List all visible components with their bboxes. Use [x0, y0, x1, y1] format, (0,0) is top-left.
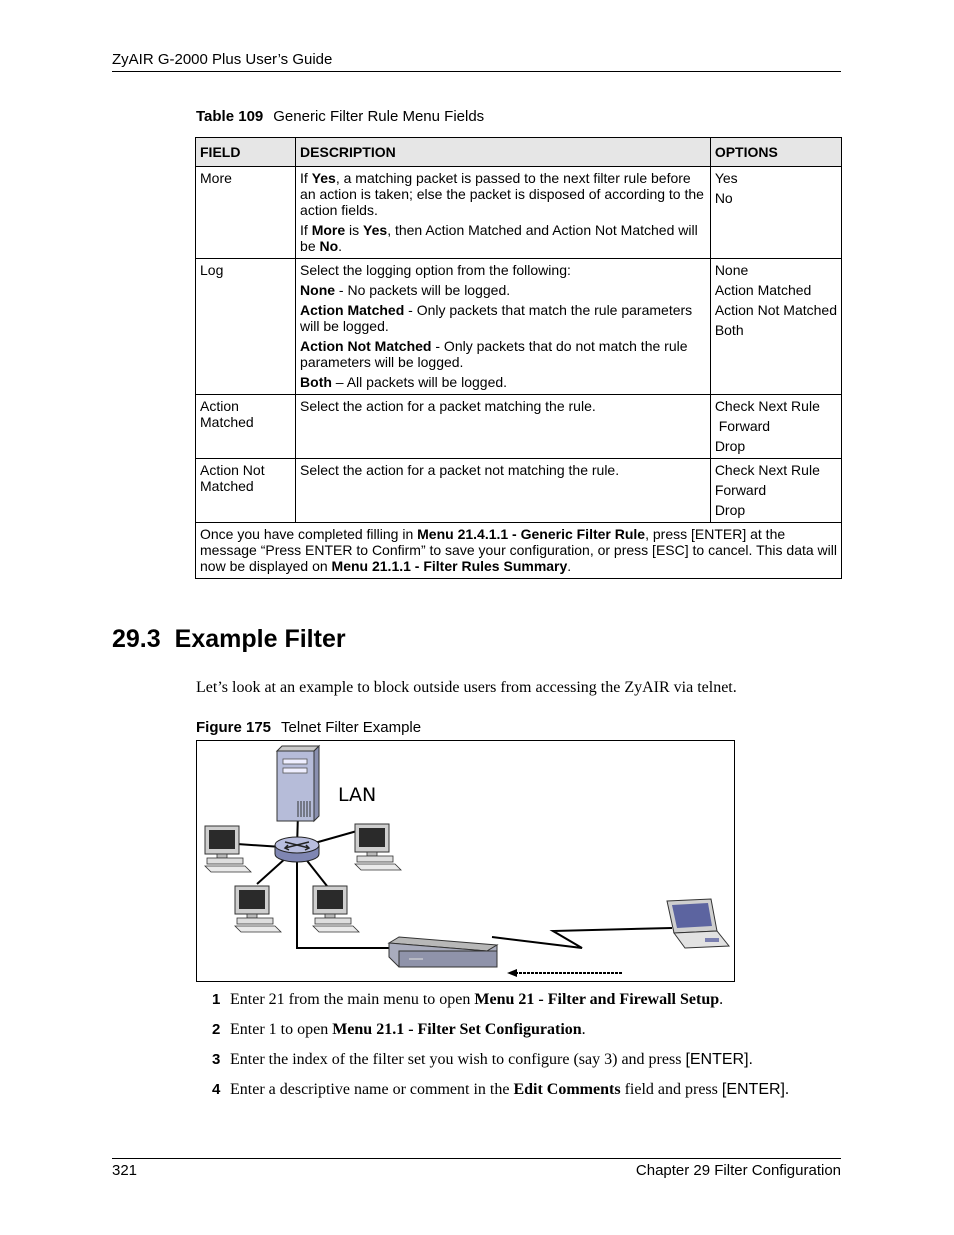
step-number: 2 [212, 1021, 221, 1038]
steps-list [212, 991, 789, 1111]
options-cell [710, 395, 841, 459]
text-run: , a matching packet is passed to the next filter rule before an action is taken; else the packet is disposed of according to the action fields. [300, 170, 704, 218]
figure-caption-text: Telnet Filter Example [281, 719, 422, 736]
text-run: , then Action Matched and Action Not Matched will be [300, 222, 698, 254]
text-run: field and press [620, 1081, 722, 1098]
bold-text: Menu 21.1 - Filter Set Configuration [332, 1021, 582, 1038]
column-header-options: OPTIONS [710, 138, 841, 167]
text-run: [ENTER]. [685, 1051, 753, 1068]
bold-text: Menu 21.4.1.1 - Generic Filter Rule [417, 526, 646, 542]
text-run: If [300, 170, 312, 186]
step-item [212, 1021, 789, 1051]
text-run: . [719, 991, 724, 1008]
table-note [196, 523, 842, 579]
bold-text: Yes [311, 170, 336, 186]
bold-text: Edit Comments [513, 1081, 621, 1098]
description-cell [296, 167, 711, 259]
telnet-filter-figure [196, 740, 735, 982]
option-value: Action Not Matched [714, 302, 837, 318]
text-run: . [567, 558, 572, 574]
step-item [212, 1051, 789, 1081]
page-number: 321 [112, 1162, 138, 1179]
field-cell: Action Not Matched [196, 459, 296, 523]
option-value: Check Next Rule [714, 462, 820, 478]
bold-text: Action Matched [300, 302, 405, 318]
workstation-icon [355, 824, 401, 870]
bold-text: Yes [363, 222, 388, 238]
table-row [196, 395, 842, 459]
server-icon [277, 746, 319, 821]
text-run: If [300, 222, 312, 238]
bold-text: Action Not Matched [300, 338, 432, 354]
bold-text: Both [300, 374, 332, 390]
text-run: Once you have completed filling in [200, 526, 418, 542]
chapter-title: Chapter 29 Filter Configuration [635, 1162, 841, 1179]
option-value: Forward [714, 482, 767, 498]
description-paragraph [300, 398, 706, 414]
laptop-icon [667, 899, 729, 948]
step-item [212, 1081, 789, 1111]
intro-paragraph: Let’s look at an example to block outside users from accessing the ZyAIR via telnet. [196, 679, 737, 696]
option-value: Both [714, 322, 744, 338]
text-run: . [581, 1021, 586, 1038]
table-row [196, 259, 842, 395]
option-value: No [714, 190, 733, 206]
switch-icon [275, 837, 319, 862]
figure-caption-label: Figure 175 [196, 719, 272, 736]
column-header-description: DESCRIPTION [296, 138, 711, 167]
step-number: 3 [212, 1051, 221, 1068]
text-run: is [345, 222, 364, 238]
network-links [237, 813, 672, 948]
description-cell [296, 259, 711, 395]
option-value: Action Matched [714, 282, 812, 298]
incoming-arrow-icon [507, 969, 623, 977]
table-caption-text: Generic Filter Rule Menu Fields [273, 108, 485, 125]
option-value: Check Next Rule [714, 398, 820, 414]
text-run: . [785, 1081, 789, 1098]
text-run: - Only packets that match the rule parameters will be logged. [300, 302, 693, 334]
figure-caption [196, 719, 421, 736]
running-header: ZyAIR G-2000 Plus User’s Guide [112, 51, 333, 68]
section-title: Example Filter [174, 625, 346, 653]
table-row [196, 167, 842, 259]
workstation-icon [313, 886, 359, 932]
description-paragraph [300, 338, 706, 370]
description-paragraph [300, 302, 706, 334]
bold-text: No [319, 238, 339, 254]
column-header-field: FIELD [196, 138, 296, 167]
table-row [196, 459, 842, 523]
text-run: Enter 1 to open [230, 1021, 333, 1038]
field-cell: More [196, 167, 296, 259]
description-paragraph [300, 374, 706, 390]
description-cell [296, 395, 711, 459]
text-run: Select the logging option from the following: [300, 262, 571, 278]
text-run: Select the action for a packet not matching the rule. [300, 462, 620, 478]
zyair-device-icon [389, 937, 497, 967]
bold-text: None [300, 282, 336, 298]
field-cell: Log [196, 259, 296, 395]
section-number: 29.3 [112, 625, 161, 653]
option-value: Forward [714, 418, 771, 434]
text-run: Enter a descriptive name or comment in the [230, 1081, 514, 1098]
table-header-row [196, 138, 842, 167]
table-caption [196, 108, 484, 125]
text-run: Enter the index of the filter set you wish to configure (say 3) and press [230, 1051, 686, 1068]
description-cell [296, 459, 711, 523]
generic-filter-rule-table [195, 137, 842, 579]
step-item [212, 991, 789, 1021]
workstation-icon [235, 886, 281, 932]
option-value: None [714, 262, 749, 278]
text-run: . [338, 238, 343, 254]
text-run: - No packets will be logged. [335, 282, 511, 298]
text-run: , press [ENTER] at the message “Press ENTER to Confirm” to save your configuration, or press [ESC] to cancel. This data will now be displayed on [200, 526, 837, 574]
table-caption-label: Table 109 [196, 108, 264, 125]
text-run: Select the action for a packet matching the rule. [300, 398, 596, 414]
options-cell [710, 167, 841, 259]
section-heading [112, 625, 346, 654]
bold-text: More [311, 222, 346, 238]
field-cell: Action Matched [196, 395, 296, 459]
step-number: 1 [212, 991, 221, 1008]
table-note-row [196, 523, 842, 579]
description-paragraph [300, 170, 706, 218]
workstation-icon [205, 826, 251, 872]
option-value: Yes [714, 170, 738, 186]
table-body [196, 167, 842, 579]
description-paragraph [300, 462, 706, 478]
header-divider [112, 71, 841, 72]
option-value: Drop [714, 502, 746, 518]
description-paragraph [300, 282, 706, 298]
footer-divider [112, 1158, 841, 1159]
text-run: - Only packets that do not match the rule parameters will be logged. [300, 338, 688, 370]
text-run: – All packets will be logged. [331, 374, 508, 390]
network-diagram [197, 741, 736, 983]
lan-label: LAN [338, 784, 377, 806]
bold-text: Menu 21.1.1 - Filter Rules Summary [331, 558, 568, 574]
step-number: 4 [212, 1081, 221, 1098]
option-value: Drop [714, 438, 746, 454]
description-paragraph [300, 262, 706, 278]
bold-text: Menu 21 - Filter and Firewall Setup [474, 991, 720, 1008]
text-run: Enter 21 from the main menu to open [230, 991, 475, 1008]
description-paragraph [300, 222, 706, 254]
options-cell [710, 259, 841, 395]
options-cell [710, 459, 841, 523]
text-run: [ENTER] [721, 1081, 785, 1098]
